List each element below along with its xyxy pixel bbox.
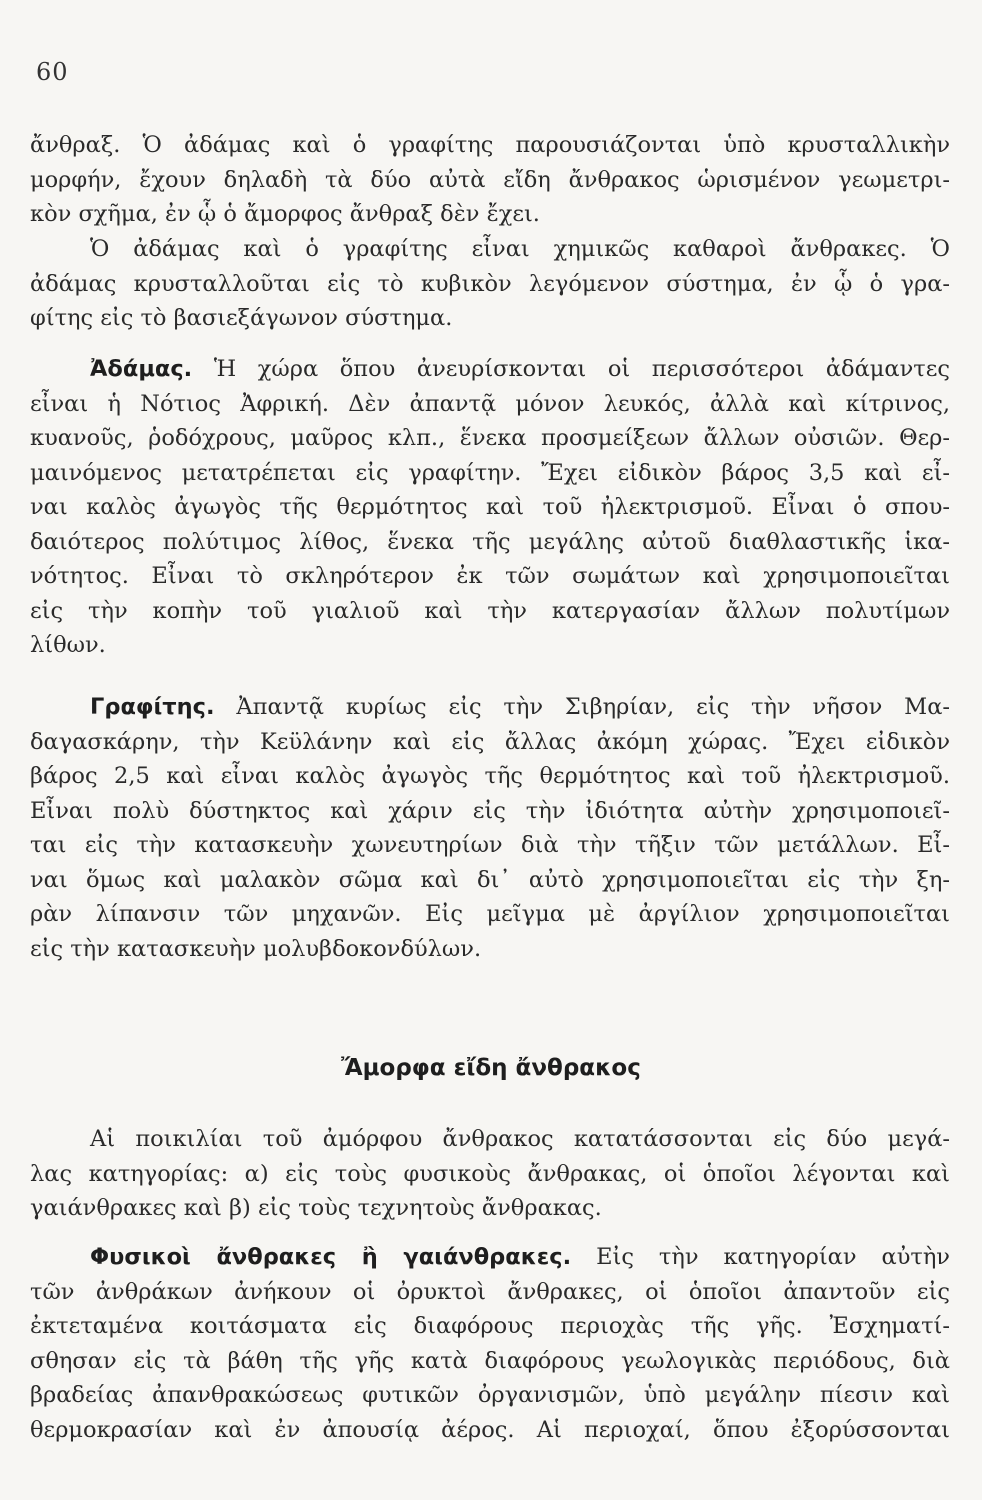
section-title: Ἄμορφα εἴδη ἄνθρακος [341, 1055, 641, 1081]
text-line: τῶν ἀνθράκων ἀνήκουν οἱ ὀρυκτοὶ ἄνθρακες, οἱ ὁποῖοι ἀπαντοῦν εἰς [30, 1278, 950, 1305]
text-line-content: Εἰς τὴν κατηγορίαν αὐτὴν [596, 1244, 950, 1270]
text-line: μαινόμενος μετατρέπεται εἰς γραφίτην. Ἔχει εἰδικὸν βάρος 3,5 καὶ εἶ- [30, 459, 950, 486]
text-line: Ὁ ἀδάμας καὶ ὁ γραφίτης εἶναι χημικῶς καθαροὶ ἄνθρακες. Ὁ [90, 236, 950, 262]
text-line: ρὰν λίπανσιν τῶν μηχανῶν. Εἰς μεῖγμα μὲ ἀργίλιον χρησιμοποιεῖται [30, 901, 950, 927]
text-line-content: Ἀπαντᾷ κυρίως εἰς τὴν Σιβηρίαν, εἰς τὴν νῆσον Μα- [236, 694, 950, 720]
text-line: λας κατηγορίας: α) εἰς τοὺς φυσικοὺς ἄνθρακας, οἱ ὁποῖοι λέγονται καὶ [30, 1160, 950, 1187]
text-line: θερμοκρασίαν καὶ ἐν ἀπουσίᾳ ἀέρος. Αἱ περιοχαί, ὅπου ἐξορύσσονται [30, 1416, 950, 1443]
text-line: κυανοῦς, ῥοδόχρους, μαῦρος κλπ., ἕνεκα προσμείξεων ἄλλων οὐσιῶν. Θερ- [30, 425, 950, 451]
paragraph-intro [30, 128, 950, 232]
text-line: εἰς τὴν κατασκευὴν μολυβδοκονδύλων. [30, 935, 482, 962]
page-number: 60 [36, 58, 69, 86]
heading-adamas: Ἀδάμας. [90, 356, 193, 382]
text-line: βραδείας ἀπανθρακώσεως φυτικῶν ὀργανισμῶν, ὑπὸ μεγάλην πίεσιν καὶ [30, 1382, 950, 1408]
text-line: δαγασκάρην, τὴν Κεϋλάνην καὶ εἰς ἄλλας ἀκόμη χώρας. Ἔχει εἰδικὸν [30, 728, 950, 755]
text-line: ἀδάμας κρυσταλλοῦται εἰς τὸ κυβικὸν λεγόμενον σύστημα, ἐν ᾧ ὁ γρα- [30, 270, 950, 297]
heading-fysikoi: Φυσικοὶ ἄνθρακες ἢ γαιάνθρακες. [90, 1244, 572, 1270]
paragraph-adamas [30, 352, 950, 663]
text-line [30, 690, 950, 725]
text-line: ναι ὅμως καὶ μαλακὸν σῶμα καὶ δι᾽ αὐτὸ χρησιμοποιεῖται εἰς τὴν ξη- [30, 866, 950, 893]
text-line [30, 352, 950, 387]
text-line: Αἱ ποικιλίαι τοῦ ἀμόρφου ἄνθρακος κατατάσσονται εἰς δύο μεγά- [90, 1126, 950, 1152]
text-line: κὸν σχῆμα, ἐν ᾧ ὁ ἄμορφος ἄνθραξ δὲν ἔχει. [30, 201, 540, 227]
text-line: λίθων. [30, 632, 106, 658]
text-line: γαιάνθρακες καὶ β) εἰς τοὺς τεχνητοὺς ἄνθρακας. [30, 1195, 602, 1221]
text-line: βάρος 2,5 καὶ εἶναι καλὸς ἀγωγὸς τῆς θερμότητος καὶ τοῦ ἠλεκτρισμοῦ. [30, 763, 950, 789]
paragraph-fysikoi [30, 1240, 950, 1447]
text-line: σθησαν εἰς τὰ βάθη τῆς γῆς κατὰ διαφόρους γεωλογικὰς περιόδους, διὰ [30, 1347, 950, 1374]
text-line: δαιότερος πολύτιμος λίθος, ἕνεκα τῆς μεγάλης αὐτοῦ διαθλαστικῆς ἱκα- [30, 528, 950, 555]
text-line: μορφήν, ἔχουν δηλαδὴ τὰ δύο αὐτὰ εἴδη ἄνθρακος ὡρισμένον γεωμετρι- [30, 166, 950, 193]
text-line: ται εἰς τὴν κατασκευὴν χωνευτηρίων διὰ τὴν τῆξιν τῶν μετάλλων. Εἶ- [30, 832, 950, 858]
text-line: εἶναι ἡ Νότιος Ἀφρική. Δὲν ἀπαντᾷ μόνον λευκός, ἀλλὰ καὶ κίτρινος, [30, 390, 950, 417]
text-line-content: Ἡ χώρα ὅπου ἀνευρίσκονται οἱ περισσότεροι ἀδάμαντες [213, 356, 950, 382]
text-line: Εἶναι πολὺ δύστηκτος καὶ χάριν εἰς τὴν ἰδιότητα αὐτὴν χρησιμοποιεῖ- [30, 797, 950, 824]
text-line: εἰς τὴν κοπὴν τοῦ γιαλιοῦ καὶ τὴν κατεργασίαν ἄλλων πολυτίμων [30, 597, 950, 624]
paragraph-amorpha [30, 1122, 950, 1226]
text-line: ναι καλὸς ἀγωγὸς τῆς θερμότητος καὶ τοῦ ἠλεκτρισμοῦ. Εἶναι ὁ σπου- [30, 494, 950, 520]
paragraph-chemistry [30, 232, 950, 336]
text-line: νότητος. Εἶναι τὸ σκληρότερον ἐκ τῶν σωμάτων καὶ χρησιμοποιεῖται [30, 563, 950, 589]
heading-grafitis: Γραφίτης. [90, 694, 215, 720]
text-line: ἄνθραξ. Ὁ ἀδάμας καὶ ὁ γραφίτης παρουσιάζονται ὑπὸ κρυσταλλικὴν [30, 132, 950, 158]
text-line: φίτης εἰς τὸ βασιεξάγωνον σύστημα. [30, 305, 453, 331]
text-line: ἐκτεταμένα κοιτάσματα εἰς διαφόρους περιοχὰς τῆς γῆς. Ἐσχηματί- [30, 1313, 950, 1339]
text-line [30, 1240, 950, 1275]
paragraph-grafitis [30, 690, 950, 966]
